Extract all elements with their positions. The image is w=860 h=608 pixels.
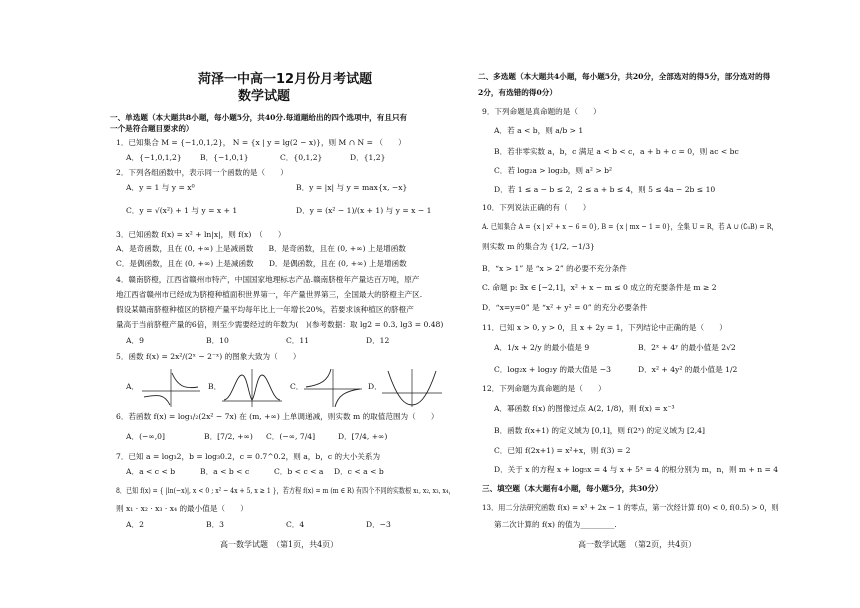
q8-option-b: B．3 bbox=[206, 520, 225, 529]
q5-graph-c bbox=[304, 367, 362, 407]
q1-option-b: B．{−1,0,1} bbox=[200, 153, 249, 162]
question-2: 2．下列各组函数中，表示同一个函数的是（ ） bbox=[116, 168, 288, 177]
q12-option-d: D．关于 x 的方程 x + log₅x = 4 与 x + 5ˣ = 4 的根分别为 m，n，则 m + n = 4 bbox=[494, 465, 779, 474]
question-12: 12．下列命题为真命题的是（ ） bbox=[482, 384, 606, 393]
section-2-heading: 二、多选题（本大题共4小题，每小题5分，共20分，全部选对的得5分，部分选对的得 bbox=[478, 72, 771, 81]
q4-option-a: A．9 bbox=[126, 336, 144, 345]
q5-option-d: D． bbox=[368, 382, 382, 391]
question-4-line-2: 地江西省赣州市已经成为脐橙种植面积世界第一，年产量世界第三，全国最大的脐橙主产区. bbox=[116, 290, 423, 299]
section-2-heading-cont: 2分，有选错的得0分） bbox=[478, 88, 557, 97]
q5-graph-a bbox=[142, 367, 200, 407]
q10-option-a-cont: 则实数 m 的集合为 {1/2, −1/3} bbox=[482, 242, 595, 251]
q10-option-a: A. 已知集合 A = {x | x² + x − 6 = 0}, B = {x | mx − 1 = 0}，全集 U = R，若 A ∪ (∁ᵤB) = R， bbox=[482, 222, 779, 231]
question-5: 5．函数 f(x) = 2x²/(2ˣ − 2⁻ˣ) 的图象大致为（ ） bbox=[116, 352, 301, 361]
q10-option-c: C. 命题 p: ∃x ∈ [−2,1]，x² + x − m ≤ 0 成立的充要条件是 m ≥ 2 bbox=[482, 283, 717, 292]
question-10: 10．下列说法正确的有（ ） bbox=[482, 203, 591, 212]
page-1-footer: 高一数学试题 （第1页，共4页） bbox=[220, 540, 339, 549]
question-1: 1．已知集合 M = {−1,0,1,2}， N = {x | y = lg(2 − x)}，则 M ∩ N = （ ） bbox=[116, 138, 406, 147]
q6-option-c: C．(−∞, 7/4] bbox=[266, 432, 316, 441]
q3-options-ab: A．是奇函数，且在 (0, +∞) 上是减函数 B．是奇函数，且在 (0, +∞) 上是增函数 bbox=[116, 244, 406, 253]
q8-option-d: D．−3 bbox=[366, 520, 391, 529]
q11-option-b: B．2ˣ + 4ʸ 的最小值是 2√2 bbox=[638, 343, 736, 352]
q2-option-a: A．y = 1 与 y = x⁰ bbox=[126, 183, 195, 192]
q4-option-b: B．10 bbox=[206, 336, 229, 345]
q6-option-b: B．[7/2, +∞) bbox=[204, 432, 253, 441]
q12-option-c: C．已知 f(2x+1) = x²+x，则 f(3) = 2 bbox=[494, 446, 631, 455]
q2-option-b: B．y = |x| 与 y = max{x, −x} bbox=[296, 183, 408, 192]
question-4-line-4: 量高于当前脐橙产量的6倍，则至少需要经过的年数为( )(参考数据：取 lg2 = 0.3, lg3 = 0.48) bbox=[116, 320, 444, 329]
q6-option-a: A．(−∞,0] bbox=[126, 432, 165, 441]
q7-option-b: B．a < b < c bbox=[200, 467, 250, 476]
q9-option-d: D．若 1 ≤ a − b ≤ 2，2 ≤ a + b ≤ 4，则 5 ≤ 4a − 2b ≤ 10 bbox=[494, 185, 716, 194]
q10-option-b: B．“x > 1” 是 “x > 2” 的必要不充分条件 bbox=[482, 264, 627, 273]
q7-option-a: A．a < c < b bbox=[126, 467, 176, 476]
question-11: 11．已知 x > 0, y > 0，且 x + 2y = 1，下列结论中正确的是（ ） bbox=[482, 323, 727, 332]
page-2-footer: 高一数学试题 （第2页，共4页） bbox=[578, 540, 697, 549]
q5-graph-b bbox=[222, 367, 282, 407]
q11-option-c: C．log₂x + log₂y 的最大值是 −3 bbox=[494, 365, 611, 374]
q12-option-b: B．函数 f(x+1) 的定义域为 [0,1]，则 f(2ˣ) 的定义域为 [2,4] bbox=[494, 426, 705, 435]
question-3: 3．已知函数 f(x) = x² + ln|x|，则 f(x) （ ） bbox=[116, 230, 286, 239]
question-9: 9．下列命题是真命题的是（ ） bbox=[482, 107, 601, 116]
q11-option-d: D．x² + 4y² 的最小值是 1/2 bbox=[638, 365, 738, 374]
page-2 bbox=[478, 0, 778, 608]
section-1-heading: 一、单选题（本大题共8小题，每小题5分，共40分.每道题给出的四个选项中，有且只有 bbox=[110, 113, 408, 122]
q10-option-d: D．“x=y=0” 是 “x² + y² = 0” 的充分必要条件 bbox=[482, 303, 648, 312]
question-4-line-3: 假设某赣南脐橙种植区的脐橙产量平均每年比上一年增长20%，若要求该种植区的脐橙产 bbox=[116, 305, 414, 314]
q5-graph-d bbox=[382, 367, 442, 407]
q4-option-c: C．11 bbox=[286, 336, 310, 345]
q1-option-a: A．{−1,0,1,2} bbox=[126, 153, 182, 162]
q5-option-b: B． bbox=[208, 382, 222, 391]
question-4-line-1: 4．赣南脐橙，江西省赣州市特产，中国国家地理标志产品.赣南脐橙年产量达百万吨，原产 bbox=[116, 275, 420, 284]
question-13-cont: 第二次计算的 f(x) 的值为_________. bbox=[494, 520, 617, 529]
q5-option-c: C． bbox=[290, 382, 304, 391]
q4-option-d: D．12 bbox=[366, 336, 390, 345]
q8-option-a: A．2 bbox=[126, 520, 144, 529]
page-1 bbox=[110, 0, 455, 608]
exam-subtitle: 数学试题 bbox=[238, 89, 291, 104]
section-3-heading: 三、填空题（本大题有4小题，每小题5分，共30分） bbox=[482, 484, 663, 493]
q7-option-c: C．b < c < a bbox=[274, 467, 324, 476]
exam-title: 菏泽一中高一12月份月考试题 bbox=[198, 72, 373, 87]
q9-option-a: A．若 a < b，则 a/b > 1 bbox=[494, 126, 584, 135]
question-13: 13．用二分法研究函数 f(x) = x³ + 2x − 1 的零点，第一次经计算 f(0) < 0, f(0.5) > 0，则 bbox=[482, 503, 779, 512]
question-8: 8．已知 f(x) = { |ln(−x)|, x < 0 ; x² − 4x + 5, x ≥ 1 }，若方程 f(x) = m (m ∈ R) 有四个不同的实数根 x₁, x₂, x₃, x₄， bbox=[116, 486, 455, 495]
q5-option-a: A． bbox=[126, 382, 140, 391]
q11-option-a: A．1/x + 2/y 的最小值是 9 bbox=[494, 343, 590, 352]
question-6: 6．若函数 f(x) = log₁/₂(2x² − 7x) 在 (m, +∞) 上单调递减，则实数 m 的取值范围为（ ） bbox=[116, 412, 439, 421]
q3-options-cd: C．是偶函数，且在 (0, +∞) 上是减函数 D．是偶函数，且在 (0, +∞) 上是增函数 bbox=[116, 259, 407, 268]
section-1-heading-cont: 一个是符合题目要求的） bbox=[110, 124, 194, 133]
q9-option-b: B．若非零实数 a，b，c 满足 a < b < c，a + b + c = 0，则 ac < bc bbox=[494, 147, 739, 156]
q1-option-d: D．{1,2} bbox=[350, 153, 386, 162]
q9-option-c: C．若 log₂a > log₂b，则 a² > b² bbox=[494, 166, 613, 175]
question-7: 7．已知 a = log₃2，b = log₃0.2，c = 0.7^0.2，则 a，b，c 的大小关系为 bbox=[116, 452, 381, 461]
q1-option-c: C．{0,1,2} bbox=[280, 153, 323, 162]
q6-option-d: D．[7/4, +∞) bbox=[338, 432, 388, 441]
q7-option-d: D．c < a < b bbox=[334, 467, 384, 476]
q12-option-a: A．幂函数 f(x) 的图像过点 A(2, 1/8)，则 f(x) = x⁻³ bbox=[494, 404, 675, 413]
q8-option-c: C．4 bbox=[286, 520, 305, 529]
question-8-cont: 则 x₁ · x₂ · x₃ · x₄ 的最小值是（ ） bbox=[116, 504, 248, 513]
q2-option-c: C．y = √(x²) + 1 与 y = x + 1 bbox=[126, 206, 238, 215]
q2-option-d: D．y = (x² − 1)/(x + 1) 与 y = x − 1 bbox=[296, 206, 432, 215]
